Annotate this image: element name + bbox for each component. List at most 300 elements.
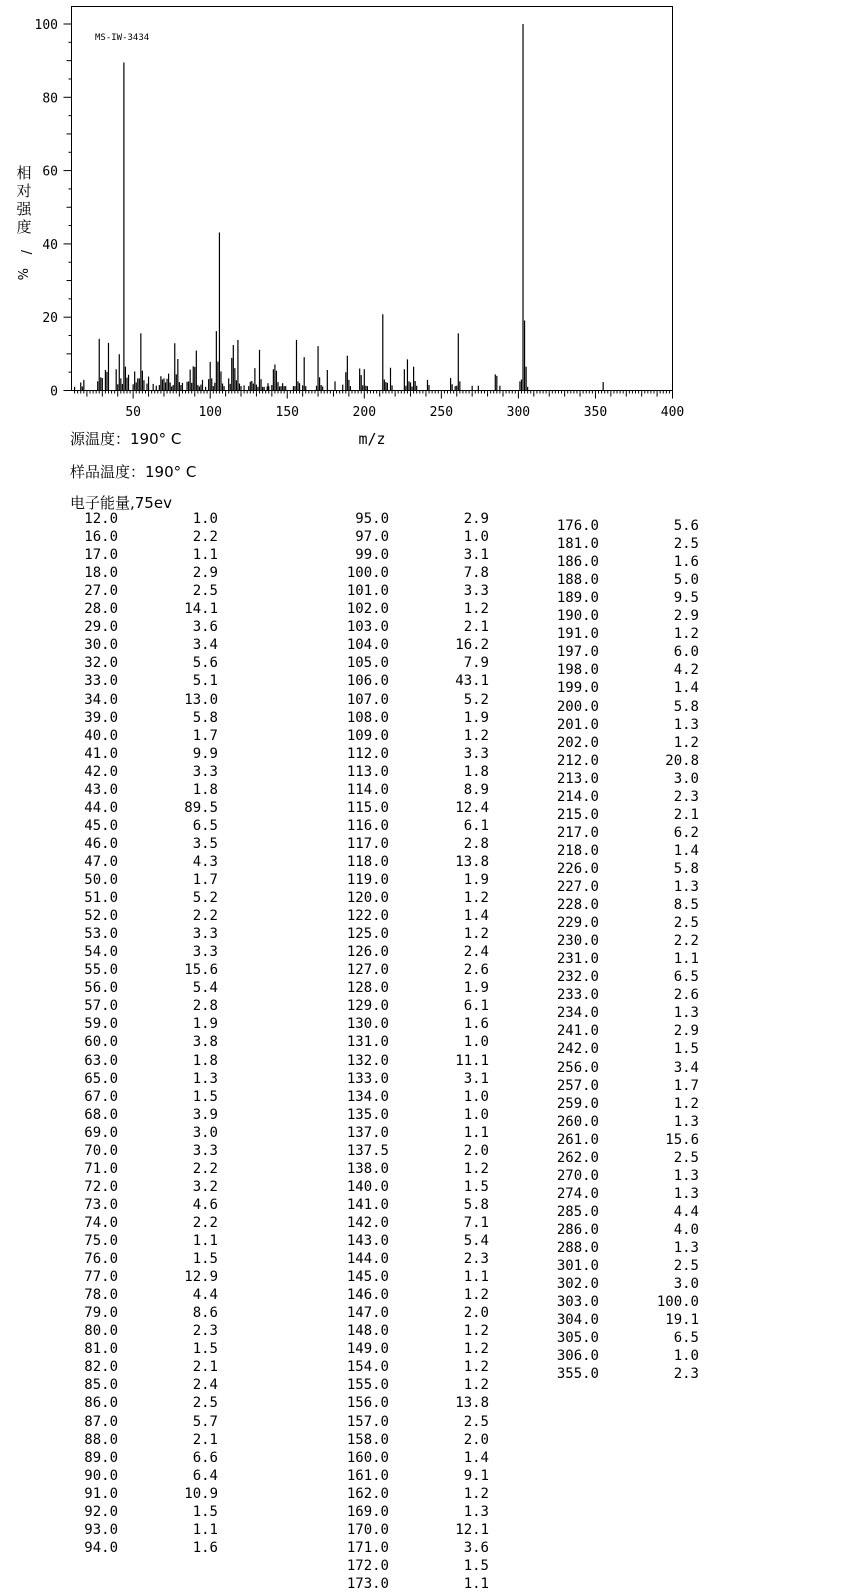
- peak-abundance: 1.5: [463, 1178, 489, 1195]
- peak-mz: 87.0: [84, 1413, 118, 1430]
- peak-abundance: 6.5: [192, 817, 218, 834]
- peak-abundance: 1.2: [463, 1160, 489, 1177]
- peak-row: [0, 1258, 699, 1276]
- peak-mz: 59.0: [84, 1016, 118, 1033]
- peak-mz: 46.0: [84, 835, 118, 852]
- peak-mz: 94.0: [84, 1539, 118, 1556]
- peak-abundance: 4.4: [192, 1287, 218, 1304]
- peak-row: [0, 1558, 489, 1576]
- peak-abundance: 1.0: [463, 1034, 489, 1051]
- peak-mz: 157.0: [346, 1413, 389, 1430]
- peak-abundance: 1.7: [192, 727, 218, 744]
- peak-mz: 190.0: [556, 608, 599, 625]
- peak-mz: 18.0: [84, 565, 118, 582]
- peak-mz: 173.0: [346, 1575, 389, 1592]
- peak-abundance: 100.0: [656, 1294, 699, 1311]
- peak-row: [0, 843, 699, 861]
- peak-mz: 119.0: [346, 872, 389, 888]
- peak-mz: 259.0: [556, 1095, 599, 1112]
- peak-abundance: 4.4: [673, 1203, 699, 1220]
- peak-mz: 102.0: [346, 601, 389, 618]
- peak-mz: 71.0: [84, 1160, 118, 1177]
- peak-mz: 218.0: [556, 842, 599, 859]
- peak-abundance: 9.9: [192, 745, 218, 762]
- peak-abundance: 1.3: [673, 1240, 699, 1256]
- peak-abundance: 5.0: [673, 572, 699, 589]
- peak-mz: 95.0: [355, 511, 389, 527]
- peak-abundance: 1.1: [463, 1575, 489, 1592]
- peak-row: [0, 1005, 699, 1023]
- peak-row: [0, 1096, 699, 1114]
- peak-mz: 148.0: [346, 1323, 389, 1340]
- peak-abundance: 1.4: [673, 842, 699, 859]
- peak-abundance: 1.3: [192, 1070, 218, 1087]
- peak-abundance: 8.9: [463, 781, 489, 798]
- peak-mz: 97.0: [355, 529, 389, 546]
- peak-mz: 77.0: [84, 1269, 118, 1286]
- peak-abundance: 13.8: [455, 853, 489, 870]
- peak-abundance: 2.9: [673, 1023, 699, 1040]
- peak-abundance: 1.0: [463, 1088, 489, 1105]
- peak-mz: 126.0: [346, 944, 389, 961]
- peak-row: [0, 1294, 699, 1312]
- peak-mz: 228.0: [556, 897, 599, 914]
- peak-abundance: 4.0: [673, 1221, 699, 1238]
- peak-abundance: 2.6: [463, 962, 489, 979]
- peak-mz: 241.0: [556, 1023, 599, 1040]
- peak-mz: 43.0: [84, 781, 118, 798]
- peak-abundance: 2.9: [673, 608, 699, 625]
- x-tick-label: 350: [583, 405, 608, 420]
- peak-abundance: 1.2: [463, 1485, 489, 1502]
- peak-abundance: 5.4: [192, 980, 218, 997]
- x-tick-label: 150: [275, 405, 299, 420]
- peak-mz: 285.0: [556, 1203, 599, 1220]
- peak-mz: 131.0: [346, 1034, 389, 1051]
- peak-row: [0, 626, 699, 644]
- peak-abundance: 12.4: [455, 799, 489, 816]
- peak-abundance: 5.4: [463, 1233, 489, 1249]
- peak-abundance: 3.6: [192, 619, 218, 636]
- peak-mz: 57.0: [84, 998, 118, 1015]
- peak-abundance: 1.3: [463, 1503, 489, 1520]
- peak-mz: 200.0: [556, 698, 599, 715]
- peak-abundance: 1.3: [673, 716, 699, 733]
- peak-abundance: 5.2: [192, 890, 218, 907]
- peak-row: [0, 1240, 699, 1258]
- peak-abundance: 3.6: [463, 1539, 489, 1556]
- x-tick-label: 100: [198, 405, 222, 420]
- peak-mz: 256.0: [556, 1059, 599, 1076]
- peak-row: [0, 915, 699, 933]
- peak-mz: 101.0: [346, 583, 389, 600]
- peak-abundance: 3.0: [192, 1124, 218, 1141]
- peak-mz: 28.0: [84, 601, 118, 618]
- peak-mz: 80.0: [84, 1323, 118, 1340]
- peak-mz: 154.0: [346, 1359, 389, 1376]
- peak-mz: 230.0: [556, 933, 599, 950]
- peak-mz: 130.0: [346, 1016, 389, 1033]
- peak-abundance: 1.1: [192, 1521, 218, 1538]
- peak-mz: 191.0: [556, 626, 599, 643]
- peak-mz: 242.0: [556, 1041, 599, 1058]
- peak-abundance: 1.5: [673, 1041, 699, 1058]
- peak-abundance: 1.0: [673, 1348, 699, 1365]
- peak-mz: 34.0: [84, 691, 118, 708]
- peak-abundance: 1.0: [463, 529, 489, 546]
- peak-mz: 42.0: [84, 763, 118, 780]
- peak-abundance: 7.8: [463, 565, 489, 582]
- peak-row: [0, 1186, 699, 1204]
- peak-mz: 274.0: [556, 1185, 599, 1202]
- peak-abundance: 1.1: [463, 1269, 489, 1286]
- peak-abundance: 2.5: [192, 1395, 218, 1412]
- peak-row: [0, 1576, 489, 1594]
- peak-abundance: 43.1: [455, 673, 489, 690]
- peak-row: [0, 536, 699, 554]
- peak-mz: 260.0: [556, 1113, 599, 1130]
- sample-temperature: 样品温度：190° C: [70, 463, 197, 481]
- peak-mz: 51.0: [84, 890, 118, 907]
- peak-abundance: 2.9: [192, 565, 218, 582]
- peak-mz: 30.0: [84, 637, 118, 654]
- y-axis-label: 相对强度/ %: [13, 164, 33, 281]
- peak-abundance: 1.6: [673, 554, 699, 571]
- peak-abundance: 6.5: [673, 969, 699, 986]
- peak-abundance: 1.3: [673, 1167, 699, 1184]
- peak-abundance: 9.5: [673, 590, 699, 607]
- peak-abundance: 1.4: [673, 680, 699, 697]
- peak-mz: 133.0: [346, 1070, 389, 1087]
- peak-mz: 90.0: [84, 1467, 118, 1484]
- peak-abundance: 5.6: [673, 518, 699, 534]
- source-temperature: 源温度：190° C: [70, 430, 182, 448]
- peak-abundance: 8.5: [673, 897, 699, 914]
- peak-row: [0, 771, 699, 789]
- peak-mz: 103.0: [346, 619, 389, 636]
- peak-mz: 141.0: [346, 1196, 389, 1213]
- peak-mz: 215.0: [556, 806, 599, 823]
- peak-row: [0, 861, 699, 879]
- peak-abundance: 2.1: [192, 1359, 218, 1376]
- y-tick-label: 40: [42, 237, 58, 253]
- peak-mz: 86.0: [84, 1395, 118, 1412]
- peak-abundance: 1.5: [192, 1503, 218, 1520]
- peak-row: [0, 987, 699, 1005]
- peak-mz: 199.0: [556, 680, 599, 697]
- peak-abundance: 1.3: [673, 879, 699, 895]
- peak-abundance: 4.2: [673, 662, 699, 679]
- peak-abundance: 1.5: [192, 1251, 218, 1268]
- peak-abundance: 5.1: [192, 673, 218, 690]
- peak-mz: 99.0: [355, 547, 389, 564]
- peak-abundance: 3.2: [192, 1178, 218, 1195]
- peak-mz: 100.0: [346, 565, 389, 582]
- peak-mz: 301.0: [556, 1258, 599, 1275]
- peak-abundance: 2.5: [673, 536, 699, 553]
- x-axis-label: m/z: [358, 430, 386, 448]
- peak-abundance: 3.8: [192, 1034, 218, 1051]
- peak-row: [0, 1504, 489, 1522]
- peak-abundance: 1.1: [192, 547, 218, 564]
- peak-row: [0, 644, 699, 662]
- peak-row: [0, 518, 699, 536]
- peak-mz: 201.0: [556, 716, 599, 733]
- peak-mz: 29.0: [84, 619, 118, 636]
- peak-mz: 156.0: [346, 1395, 389, 1412]
- peak-abundance: 1.9: [192, 1016, 218, 1033]
- peak-mz: 92.0: [84, 1503, 118, 1520]
- peak-mz: 53.0: [84, 926, 118, 943]
- peak-abundance: 16.2: [455, 637, 489, 654]
- peak-mz: 107.0: [346, 691, 389, 708]
- peak-abundance: 1.2: [463, 926, 489, 943]
- peak-abundance: 7.1: [463, 1214, 489, 1231]
- peak-abundance: 1.5: [192, 1088, 218, 1105]
- peak-abundance: 15.6: [184, 962, 218, 979]
- peak-mz: 261.0: [556, 1131, 599, 1148]
- peak-mz: 288.0: [556, 1240, 599, 1256]
- peak-row: [0, 1023, 699, 1041]
- peak-mz: 72.0: [84, 1178, 118, 1195]
- peak-abundance: 3.3: [192, 944, 218, 961]
- peak-mz: 108.0: [346, 709, 389, 726]
- peak-mz: 44.0: [84, 799, 118, 816]
- peak-abundance: 4.3: [192, 853, 218, 870]
- peak-mz: 117.0: [346, 835, 389, 852]
- peak-mz: 149.0: [346, 1341, 389, 1358]
- peak-abundance: 3.3: [192, 763, 218, 780]
- peak-abundance: 2.3: [673, 788, 699, 805]
- peak-abundance: 1.9: [463, 709, 489, 726]
- peak-abundance: 12.1: [455, 1521, 489, 1538]
- peak-abundance: 8.6: [192, 1305, 218, 1322]
- peak-mz: 155.0: [346, 1377, 389, 1394]
- spectrum-peaks: [75, 24, 604, 391]
- axis-ticks: [35, 18, 685, 420]
- peak-abundance: 2.2: [192, 529, 218, 546]
- peak-row: [0, 753, 699, 771]
- peak-mz: 171.0: [346, 1539, 389, 1556]
- peak-abundance: 1.2: [463, 601, 489, 618]
- peak-mz: 118.0: [346, 853, 389, 870]
- peak-row: [0, 1204, 699, 1222]
- peak-mz: 16.0: [84, 529, 118, 546]
- peak-row: [0, 680, 699, 698]
- peak-abundance: 1.9: [463, 980, 489, 997]
- peak-abundance: 2.5: [463, 1413, 489, 1430]
- peak-abundance: 2.5: [673, 1149, 699, 1166]
- peak-mz: 161.0: [346, 1467, 389, 1484]
- peak-mz: 214.0: [556, 788, 599, 805]
- peak-abundance: 3.4: [192, 637, 218, 654]
- y-tick-label: 60: [42, 164, 58, 180]
- peak-abundance: 1.1: [192, 1233, 218, 1249]
- peak-abundance: 5.7: [192, 1413, 218, 1430]
- y-tick-label: 0: [50, 384, 58, 400]
- peak-mz: 125.0: [346, 926, 389, 943]
- peak-abundance: 2.2: [192, 1160, 218, 1177]
- peak-row: [0, 1395, 489, 1413]
- peak-abundance: 1.2: [673, 626, 699, 643]
- peak-mz: 70.0: [84, 1142, 118, 1159]
- peak-mz: 140.0: [346, 1178, 389, 1195]
- mass-spectrum-chart: [0, 0, 850, 460]
- peak-mz: 306.0: [556, 1348, 599, 1365]
- peak-abundance: 4.6: [192, 1196, 218, 1213]
- peak-mz: 137.5: [346, 1142, 389, 1159]
- peak-abundance: 3.3: [192, 926, 218, 943]
- peak-mz: 129.0: [346, 998, 389, 1015]
- peak-abundance: 1.4: [463, 1449, 489, 1466]
- peak-abundance: 6.4: [192, 1467, 218, 1484]
- peak-row: [0, 879, 699, 897]
- peak-abundance: 6.0: [673, 644, 699, 661]
- peak-mz: 120.0: [346, 890, 389, 907]
- peak-mz: 143.0: [346, 1233, 389, 1249]
- peak-mz: 112.0: [346, 745, 389, 762]
- peak-mz: 56.0: [84, 980, 118, 997]
- peak-mz: 145.0: [346, 1269, 389, 1286]
- peak-abundance: 1.2: [673, 1095, 699, 1112]
- x-tick-label: 250: [429, 405, 454, 420]
- peak-mz: 188.0: [556, 572, 599, 589]
- peak-abundance: 2.3: [673, 1366, 699, 1383]
- peak-mz: 65.0: [84, 1070, 118, 1087]
- peak-mz: 104.0: [346, 637, 389, 654]
- peak-mz: 73.0: [84, 1196, 118, 1213]
- peak-mz: 233.0: [556, 987, 599, 1004]
- peak-abundance: 1.9: [463, 872, 489, 888]
- peak-row: [0, 1450, 489, 1468]
- peak-abundance: 1.0: [463, 1106, 489, 1123]
- peak-abundance: 1.2: [463, 1287, 489, 1304]
- peak-abundance: 1.6: [192, 1539, 218, 1556]
- peak-row: [0, 735, 699, 753]
- peak-mz: 198.0: [556, 662, 599, 679]
- peak-row: [0, 608, 699, 626]
- peak-mz: 134.0: [346, 1088, 389, 1105]
- peak-mz: 181.0: [556, 536, 599, 553]
- peak-mz: 217.0: [556, 824, 599, 841]
- peak-abundance: 2.8: [463, 835, 489, 852]
- peak-abundance: 1.2: [673, 734, 699, 751]
- peak-abundance: 2.5: [673, 915, 699, 932]
- peak-abundance: 2.4: [463, 944, 489, 961]
- peak-mz: 257.0: [556, 1077, 599, 1094]
- peak-abundance: 12.9: [184, 1269, 218, 1286]
- peak-mz: 226.0: [556, 860, 599, 877]
- peak-abundance: 3.5: [192, 835, 218, 852]
- peak-abundance: 1.2: [463, 727, 489, 744]
- peak-abundance: 2.0: [463, 1305, 489, 1322]
- peak-abundance: 2.8: [192, 998, 218, 1015]
- peak-mz: 91.0: [84, 1485, 118, 1502]
- peak-mz: 213.0: [556, 770, 599, 787]
- peak-abundance: 1.8: [192, 781, 218, 798]
- peak-mz: 127.0: [346, 962, 389, 979]
- peak-mz: 162.0: [346, 1485, 389, 1502]
- peak-mz: 78.0: [84, 1287, 118, 1304]
- peak-abundance: 89.5: [184, 799, 218, 816]
- peak-abundance: 3.3: [463, 583, 489, 600]
- peak-abundance: 19.1: [665, 1312, 699, 1329]
- peak-abundance: 6.1: [463, 817, 489, 834]
- peak-mz: 132.0: [346, 1052, 389, 1069]
- peak-abundance: 5.8: [192, 709, 218, 726]
- peak-abundance: 1.5: [463, 1557, 489, 1574]
- peak-row: [0, 933, 699, 951]
- peak-row: [0, 951, 699, 969]
- peak-abundance: 15.6: [665, 1131, 699, 1148]
- peak-mz: 52.0: [84, 908, 118, 925]
- peak-mz: 67.0: [84, 1088, 118, 1105]
- peak-abundance: 13.8: [455, 1395, 489, 1412]
- peak-mz: 144.0: [346, 1251, 389, 1268]
- peak-abundance: 2.5: [192, 583, 218, 600]
- peak-abundance: 2.9: [463, 511, 489, 527]
- peak-abundance: 2.1: [463, 619, 489, 636]
- peak-abundance: 2.6: [673, 987, 699, 1004]
- peak-row: [0, 1414, 489, 1432]
- peak-row: [0, 1222, 699, 1240]
- peak-abundance: 5.2: [463, 691, 489, 708]
- peak-abundance: 3.1: [463, 547, 489, 564]
- peak-mz: 202.0: [556, 734, 599, 751]
- peak-mz: 82.0: [84, 1359, 118, 1376]
- peak-abundance: 2.1: [673, 806, 699, 823]
- peak-abundance: 1.2: [463, 1359, 489, 1376]
- peak-mz: 109.0: [346, 727, 389, 744]
- peak-mz: 116.0: [346, 817, 389, 834]
- peak-mz: 138.0: [346, 1160, 389, 1177]
- peak-mz: 93.0: [84, 1521, 118, 1538]
- peak-abundance: 2.2: [192, 908, 218, 925]
- peak-mz: 113.0: [346, 763, 389, 780]
- peak-row: [0, 1132, 699, 1150]
- peak-abundance: 1.7: [673, 1077, 699, 1094]
- x-tick-label: 50: [125, 405, 141, 420]
- peak-mz: 89.0: [84, 1449, 118, 1466]
- peak-abundance: 1.3: [673, 1005, 699, 1022]
- peak-mz: 160.0: [346, 1449, 389, 1466]
- peak-row: [0, 1276, 699, 1294]
- electron-energy: 电子能量,75ev: [70, 494, 172, 512]
- peak-mz: 75.0: [84, 1233, 118, 1249]
- peak-abundance: 2.3: [192, 1323, 218, 1340]
- peak-row: [0, 1348, 699, 1366]
- peak-row: [0, 1540, 489, 1558]
- peak-mz: 40.0: [84, 727, 118, 744]
- peak-row: [0, 1312, 699, 1330]
- peak-abundance: 6.1: [463, 998, 489, 1015]
- peak-abundance: 1.8: [463, 763, 489, 780]
- peak-abundance: 2.0: [463, 1431, 489, 1448]
- peak-abundance: 3.3: [192, 1142, 218, 1159]
- peak-mz: 231.0: [556, 951, 599, 968]
- peak-mz: 270.0: [556, 1167, 599, 1184]
- peak-abundance: 3.1: [463, 1070, 489, 1087]
- peak-abundance: 2.2: [192, 1214, 218, 1231]
- peak-mz: 33.0: [84, 673, 118, 690]
- peak-mz: 172.0: [346, 1557, 389, 1574]
- peak-abundance: 5.8: [673, 698, 699, 715]
- peak-row: [0, 1114, 699, 1132]
- peak-abundance: 20.8: [665, 752, 699, 769]
- peak-row: [0, 554, 699, 572]
- peak-abundance: 9.1: [463, 1467, 489, 1484]
- peak-abundance: 3.0: [673, 1276, 699, 1293]
